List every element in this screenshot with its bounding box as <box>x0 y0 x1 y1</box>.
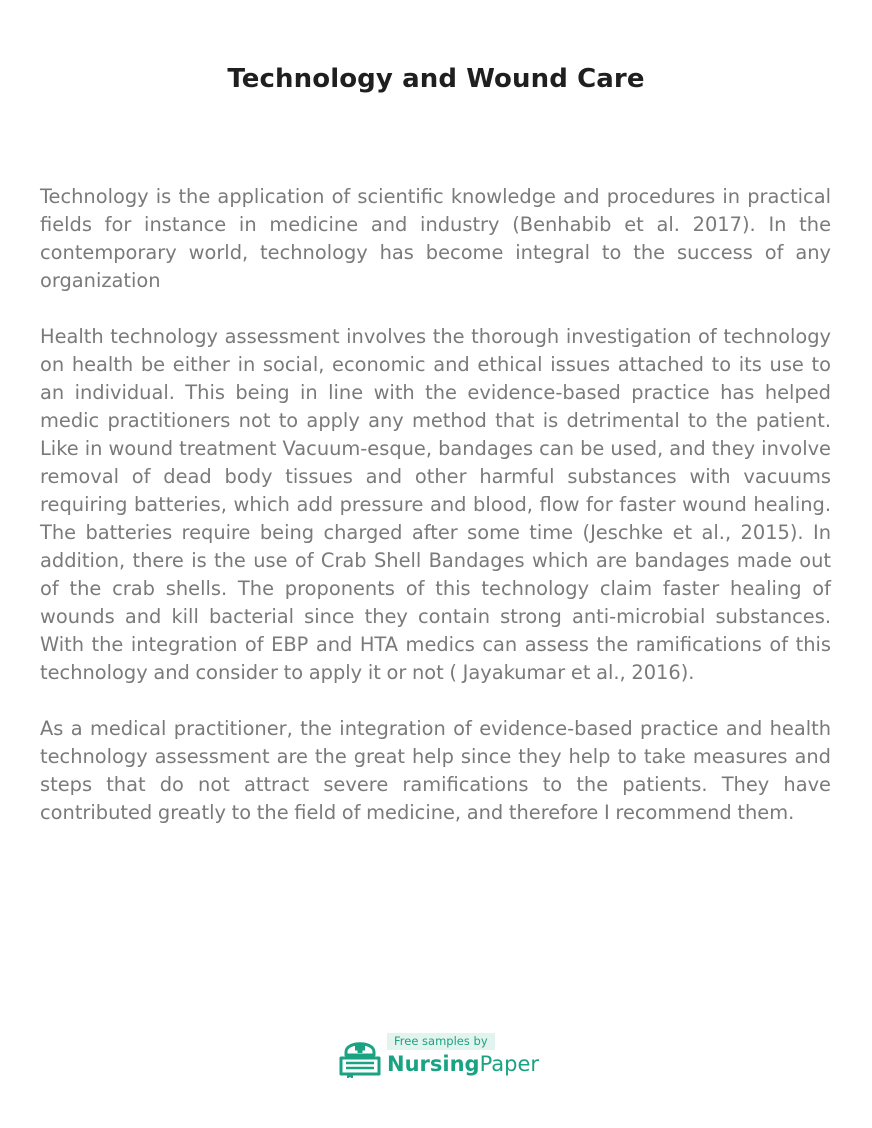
logo-brand-strong: Nursing <box>387 1052 480 1076</box>
paragraph-2: Health technology assessment involves the thorough investigation of technology on health be either in social, economic and ethical issues attached to its use to an individual. This being in line with the evidence-based practice has helped medic practitioners not to apply any method that is detrimental to the patient. Like in wound treatment Vacuum-esque, bandages can be used, and they involve removal of dead body tissues and other harmful substances with vacuums requiring batteries, which add pressure and blood, flow for faster wound healing. The batteries require being charged after some time (Jeschke et al., 2015). In addition, there is the use of Crab Shell Bandages which are bandages made out of the crab shells. The proponents of this technology claim faster healing of wounds and kill bacterial since they contain strong anti-microbial substances. With the integration of EBP and HTA medics can assess the ramifications of this technology and consider to apply it or not ( Jayakumar et al., 2016). <box>40 325 831 684</box>
page-title: Technology and Wound Care <box>227 64 645 94</box>
logo-brand-light: Paper <box>479 1052 540 1076</box>
logo-brand <box>387 1050 539 1078</box>
footer-logo[interactable] <box>337 1030 540 1080</box>
logo-tagline: Free samples by <box>387 1033 495 1050</box>
paragraph-1: Technology is the application of scientific knowledge and procedures in practical fields for instance in medicine and industry (Benhabib et al. 2017). In the contemporary world, technology has become integral to the success of any organization <box>40 185 831 292</box>
nurse-cap-book-icon <box>337 1032 383 1078</box>
document-body <box>40 183 831 855</box>
paragraph-3: As a medical practitioner, the integration of evidence-based practice and health technology assessment are the great help since they help to take measures and steps that do not attract severe ramifications to the patients. They have contributed greatly to the field of medicine, and therefore I recommend them. <box>40 717 831 824</box>
